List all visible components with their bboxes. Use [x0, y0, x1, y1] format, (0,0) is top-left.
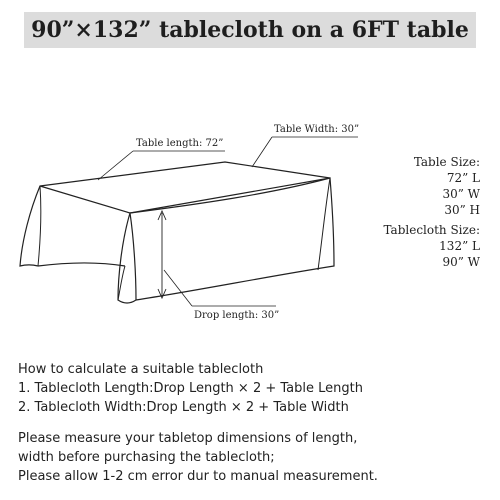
note-line-3: Please allow 1-2 cm error dur to manual measurement.: [18, 469, 378, 484]
note-line-1: Please measure your tabletop dimensions of length,: [18, 431, 358, 446]
front-drape-bottom: [38, 263, 125, 266]
table-size-length: 72” L: [446, 171, 480, 185]
table-size-block: [414, 154, 480, 218]
table-width-label: Table Width: 30”: [274, 124, 360, 135]
table-size-heading: Table Size:: [413, 155, 480, 169]
title-banner: [24, 12, 476, 48]
drop-length-pointer: [164, 270, 192, 306]
left-side-drape: [38, 186, 41, 266]
tablecloth-size-heading: Tablecloth Size:: [383, 223, 480, 237]
page-title: 90”×132” tablecloth on a 6FT table: [31, 17, 469, 43]
table-length-label: Table length: 72”: [136, 138, 224, 149]
tablecloth-size-block: [383, 222, 480, 270]
table-size-width: 30” W: [442, 187, 480, 201]
table-size-height: 30” H: [444, 203, 480, 217]
drop-length-label: Drop length: 30”: [194, 310, 280, 321]
instruction-step-2: 2. Tablecloth Width:Drop Length × 2 + Table Width: [18, 400, 349, 415]
tablecloth-size-length: 132” L: [439, 239, 480, 253]
instruction-step-1: 1. Tablecloth Length:Drop Length × 2 + Table Length: [18, 381, 363, 396]
note-line-2: width before purchasing the tablecloth;: [18, 450, 275, 465]
side-drape-right-edge: [318, 178, 330, 270]
spacer: [18, 417, 488, 429]
corner-fold: [118, 213, 136, 303]
instructions-block: [18, 360, 488, 486]
table-width-pointer: [252, 137, 272, 167]
tablecloth-diagram: [0, 110, 500, 330]
instructions-heading: How to calculate a suitable tablecloth: [18, 362, 264, 377]
front-drape-left: [20, 186, 40, 266]
tablecloth-size-width: 90” W: [442, 255, 480, 269]
